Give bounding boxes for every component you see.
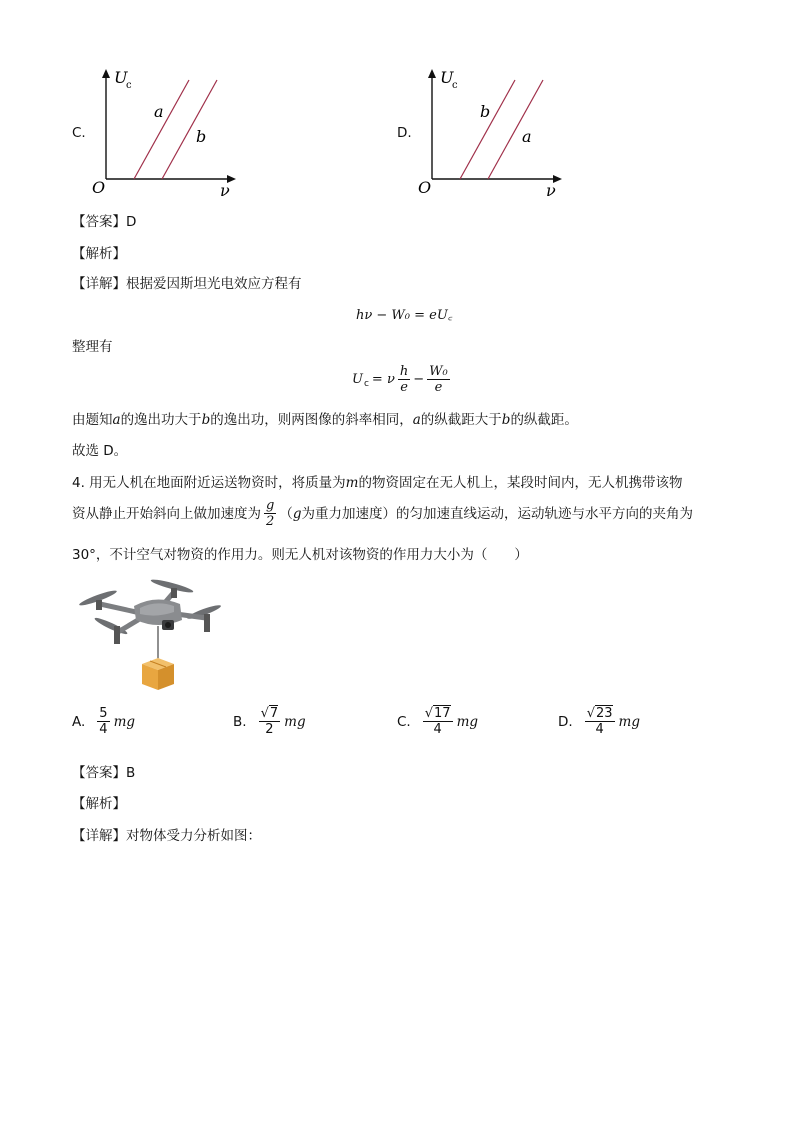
option-label: B.	[233, 713, 247, 730]
q3-answer-value: D	[126, 214, 137, 230]
q3-answer	[72, 212, 136, 232]
option-fraction: $\frac{√17}{4}$	[424, 706, 451, 737]
q4-line-1: 4. 用无人机在地面附近运送物资时，将质量为m的物资固定在无人机上，某段时间内，无人机携带该物	[72, 475, 683, 491]
eq2-lhs-sub: c	[363, 378, 369, 389]
graph-d-line-b	[460, 80, 515, 179]
graph-c-label-a: a	[154, 102, 164, 121]
graph-c-option-label: C.	[72, 125, 86, 141]
q4-detail-text: 对物体受力分析如图：	[126, 828, 261, 844]
sqrt-symbol: √	[586, 706, 595, 721]
graph-c-axis-x: ν	[220, 181, 230, 200]
eq2-fraction-1: $\frac{h}{e}$	[399, 364, 409, 395]
sqrt-symbol: √	[260, 706, 269, 721]
graph-d-line-a	[488, 80, 543, 179]
q4-option-a[interactable]	[72, 706, 135, 737]
graph-c-origin: O	[92, 178, 106, 197]
q4-option-b[interactable]	[233, 706, 306, 737]
q4-option-d[interactable]	[558, 706, 640, 737]
option-unit: mg	[284, 713, 306, 730]
q4-option-c[interactable]	[397, 706, 478, 737]
q3-detail-label: 【详解】	[72, 276, 126, 292]
sqrt-symbol: √	[424, 706, 434, 721]
q3-answer-label: 【答案】	[72, 214, 126, 230]
graph-d-origin: O	[418, 178, 432, 197]
q3-conclusion: 由题知a的逸出功大于b的逸出功，则两图像的斜率相同，a的纵截距大于b的纵截距。	[72, 412, 578, 428]
graph-option-c	[70, 66, 250, 202]
q4-detail	[72, 826, 261, 846]
graph-c-axis-y-sub: c	[126, 80, 132, 91]
eq2-fraction-2: $\frac{\text{W₀}}{e}$	[429, 364, 448, 395]
option-unit: mg	[113, 713, 136, 730]
q3-detail-text: 根据爱因斯坦光电效应方程有	[126, 276, 302, 292]
graph-d-label-b: b	[480, 102, 491, 121]
graph-d-option-label: D.	[397, 125, 412, 141]
graph-option-d	[396, 66, 576, 202]
q4-analysis-label: 【解析】	[72, 796, 126, 812]
drone-image	[76, 576, 226, 692]
graph-d-label-a: a	[522, 127, 532, 146]
q4-answer-value: B	[126, 765, 136, 781]
q3-equation-2	[352, 364, 450, 395]
q4-line-3: 30°，不计空气对物资的作用力。则无人机对该物资的作用力大小为（ ）	[72, 547, 528, 563]
graph-d-axis-y-sub: c	[452, 80, 458, 91]
graph-c-line-b	[162, 80, 217, 179]
graph-c-axis-y: U	[114, 68, 128, 87]
option-fraction: $\frac{√7}{2}$	[260, 706, 279, 737]
q4-line-2: 资从静止开始斜向上做加速度为 $\frac{g}{2}$ （ g 为重力加速度）的匀加速直线运动，运动轨迹与水平方向的夹角为	[72, 498, 693, 529]
option-fraction: $\frac{√23}{4}$	[586, 706, 613, 737]
eq2-lhs: U	[352, 372, 363, 387]
q4-answer	[72, 763, 135, 783]
eq2-minus: −	[413, 372, 425, 387]
q3-equation-1: hν − W₀ = eU꜀	[356, 308, 453, 323]
eq2-eq: = ν	[371, 372, 395, 387]
graph-d-axis-x: ν	[546, 181, 556, 200]
q3-detail	[72, 274, 302, 294]
option-fraction: $\frac{5}{4}$	[99, 706, 108, 737]
q4-accel-fraction: $\frac{g}{2}$	[266, 498, 275, 529]
q3-tidy-text: 整理有	[72, 339, 113, 355]
q3-choose: 故选 D。	[72, 443, 128, 459]
q3-analysis-label: 【解析】	[72, 246, 126, 262]
option-unit: mg	[456, 713, 479, 730]
q4-answer-label: 【答案】	[72, 765, 126, 781]
graph-d-axis-y: U	[440, 68, 454, 87]
option-label: C.	[397, 713, 411, 730]
option-label: A.	[72, 713, 86, 730]
option-label: D.	[558, 713, 573, 730]
graph-c-label-b: b	[196, 127, 207, 146]
option-unit: mg	[618, 713, 640, 730]
graph-c-line-a	[134, 80, 189, 179]
q4-detail-label: 【详解】	[72, 828, 126, 844]
